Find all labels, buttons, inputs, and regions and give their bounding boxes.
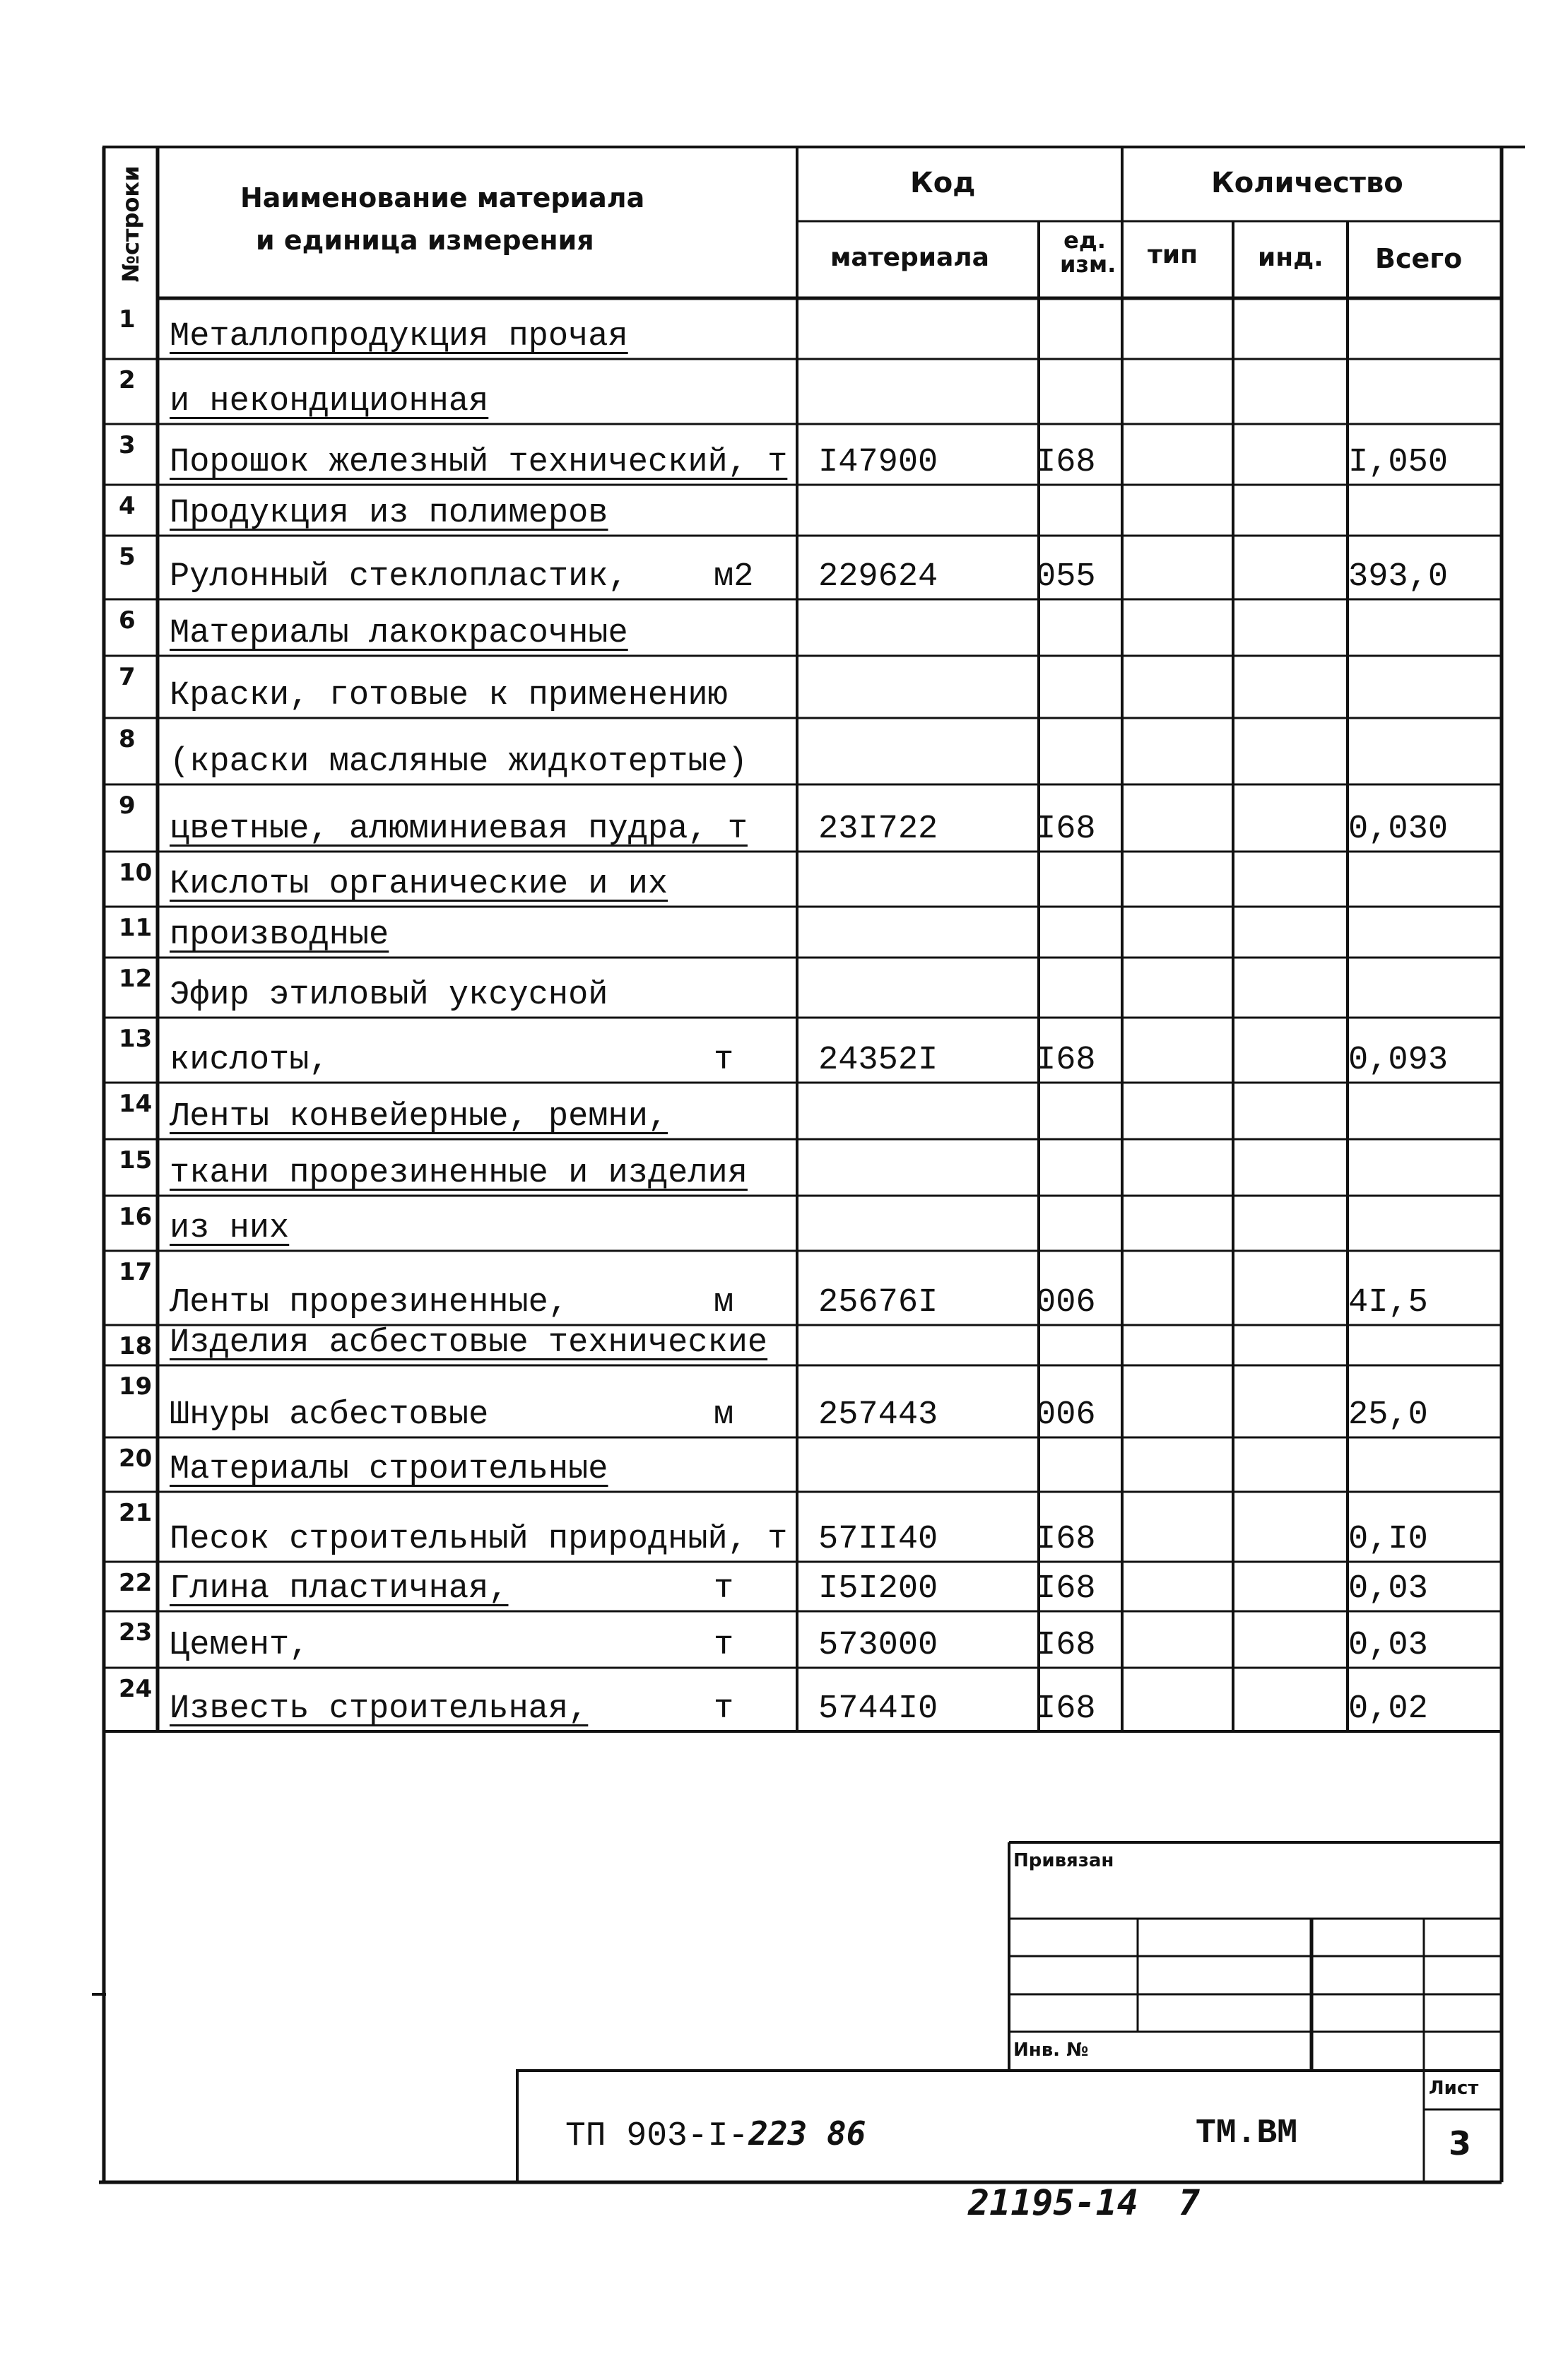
material-name: Шнуры асбестовые [170, 1396, 489, 1434]
name-header-line1: Наименование материала [240, 182, 645, 213]
unit-code: I68 [1036, 1521, 1096, 1558]
material-code: 257443 [818, 1396, 938, 1434]
material-name: Песок строительный природный, т [170, 1521, 788, 1558]
row-number: 8 [119, 725, 136, 753]
row-number: 17 [119, 1258, 153, 1286]
row-number: 14 [119, 1090, 153, 1118]
row-number: 1 [119, 305, 136, 334]
material-name: Глина пластичная, [170, 1570, 509, 1608]
row-number-header: №строки [117, 165, 144, 283]
unit-symbol: м [714, 1284, 734, 1322]
material-name: Продукция из полимеров [170, 495, 608, 532]
unit-code: I68 [1036, 811, 1096, 848]
total-quantity: 0,093 [1348, 1042, 1449, 1079]
type-header: тип [1148, 240, 1198, 269]
unit-code: 055 [1036, 558, 1096, 596]
total-quantity: 25,0 [1348, 1396, 1428, 1434]
inventory-label: Инв. № [1013, 2039, 1089, 2061]
row-number: 15 [119, 1146, 153, 1175]
material-name: цветные, алюминиевая пудра, т [170, 811, 748, 848]
material-name: (краски масляные жидкотертые) [170, 743, 748, 781]
unit-symbol: м [714, 1396, 734, 1434]
material-code-header: материала [830, 243, 989, 272]
unit-code: I68 [1036, 1627, 1096, 1664]
material-name: Ленты прорезиненные, [170, 1284, 569, 1322]
total-quantity: 4I,5 [1348, 1284, 1428, 1322]
row-number: 4 [119, 492, 136, 520]
material-name: кислоты, [170, 1042, 329, 1079]
unit-symbol: т [714, 1690, 734, 1728]
material-name: Известь строительная, [170, 1690, 589, 1728]
unit-code: I68 [1036, 1570, 1096, 1608]
row-number: 12 [119, 965, 153, 993]
total-quantity: 393,0 [1348, 558, 1449, 596]
unit-symbol: м2 [714, 558, 754, 596]
material-name: Материалы лакокрасочные [170, 615, 628, 652]
project-code-handwritten: 223 86 [748, 2114, 866, 2153]
material-name: производные [170, 917, 389, 954]
material-code: I47900 [818, 444, 938, 481]
unit-symbol: т [714, 1042, 734, 1079]
material-name: Эфир этиловый уксусной [170, 977, 608, 1014]
document-mark: ТМ.ВМ [1196, 2114, 1298, 2153]
unit-code: I68 [1036, 1690, 1096, 1728]
quantity-header: Количество [1211, 167, 1403, 199]
material-name: Изделия асбестовые технические [170, 1324, 768, 1362]
material-code: 573000 [818, 1627, 938, 1664]
row-number: 19 [119, 1372, 153, 1401]
unit-symbol: т [714, 1627, 734, 1664]
row-number: 22 [119, 1569, 153, 1597]
total-quantity: 0,I0 [1348, 1521, 1428, 1558]
unit-symbol: т [714, 1570, 734, 1608]
sheet-label: Лист [1429, 2078, 1479, 2099]
row-number: 23 [119, 1618, 153, 1647]
ind-header: инд. [1258, 243, 1324, 272]
row-number: 6 [119, 606, 136, 635]
row-number: 21 [119, 1499, 153, 1527]
row-number: 2 [119, 366, 136, 394]
row-number: 20 [119, 1444, 153, 1473]
total-quantity: 0,03 [1348, 1570, 1428, 1608]
material-name: Цемент, [170, 1627, 310, 1664]
row-number: 11 [119, 914, 153, 942]
material-name: Кислоты органические и их [170, 866, 668, 903]
material-name: Материалы строительные [170, 1451, 608, 1488]
handwritten-page: 7 [1179, 2182, 1201, 2223]
total-quantity: I,050 [1348, 444, 1449, 481]
material-code: 25676I [818, 1284, 938, 1322]
row-number: 13 [119, 1025, 153, 1053]
row-number: 7 [119, 663, 136, 691]
attached-label: Привязан [1013, 1850, 1114, 1871]
row-number: 24 [119, 1675, 153, 1703]
row-number: 3 [119, 431, 136, 459]
material-code: 24352I [818, 1042, 938, 1079]
unit-header: ед. изм. [1060, 227, 1116, 278]
material-name: Ленты конвейерные, ремни, [170, 1098, 668, 1136]
sheet-number: 3 [1449, 2124, 1472, 2162]
material-name: ткани прорезиненные и изделия [170, 1155, 748, 1192]
handwritten-number: 21195-14 [968, 2182, 1138, 2223]
row-number: 5 [119, 543, 136, 571]
unit-code: I68 [1036, 1042, 1096, 1079]
material-name: и некондиционная [170, 383, 489, 420]
total-quantity: 0,03 [1348, 1627, 1428, 1664]
project-code: ТП 903-I-223 86 [565, 2114, 866, 2155]
row-number: 16 [119, 1203, 153, 1231]
material-code: 57II40 [818, 1521, 938, 1558]
unit-code: I68 [1036, 444, 1096, 481]
total-quantity: 0,030 [1348, 811, 1449, 848]
material-name: Рулонный стеклопластик, [170, 558, 628, 596]
code-header: Код [910, 167, 976, 199]
material-code: 5744I0 [818, 1690, 938, 1728]
material-name: Порошок железный технический, т [170, 444, 788, 481]
total-header: Всего [1375, 243, 1463, 274]
unit-code: 006 [1036, 1284, 1096, 1322]
row-number: 18 [119, 1332, 153, 1360]
material-code: 23I722 [818, 811, 938, 848]
material-name: Металлопродукция прочая [170, 318, 628, 355]
row-number: 10 [119, 859, 153, 887]
material-code: I5I200 [818, 1570, 938, 1608]
name-header-line2: и единица измерения [256, 225, 594, 256]
total-quantity: 0,02 [1348, 1690, 1428, 1728]
material-code: 229624 [818, 558, 938, 596]
row-number: 9 [119, 791, 136, 820]
material-name: Краски, готовые к применению [170, 677, 728, 714]
unit-code: 006 [1036, 1396, 1096, 1434]
material-name: из них [170, 1210, 290, 1247]
